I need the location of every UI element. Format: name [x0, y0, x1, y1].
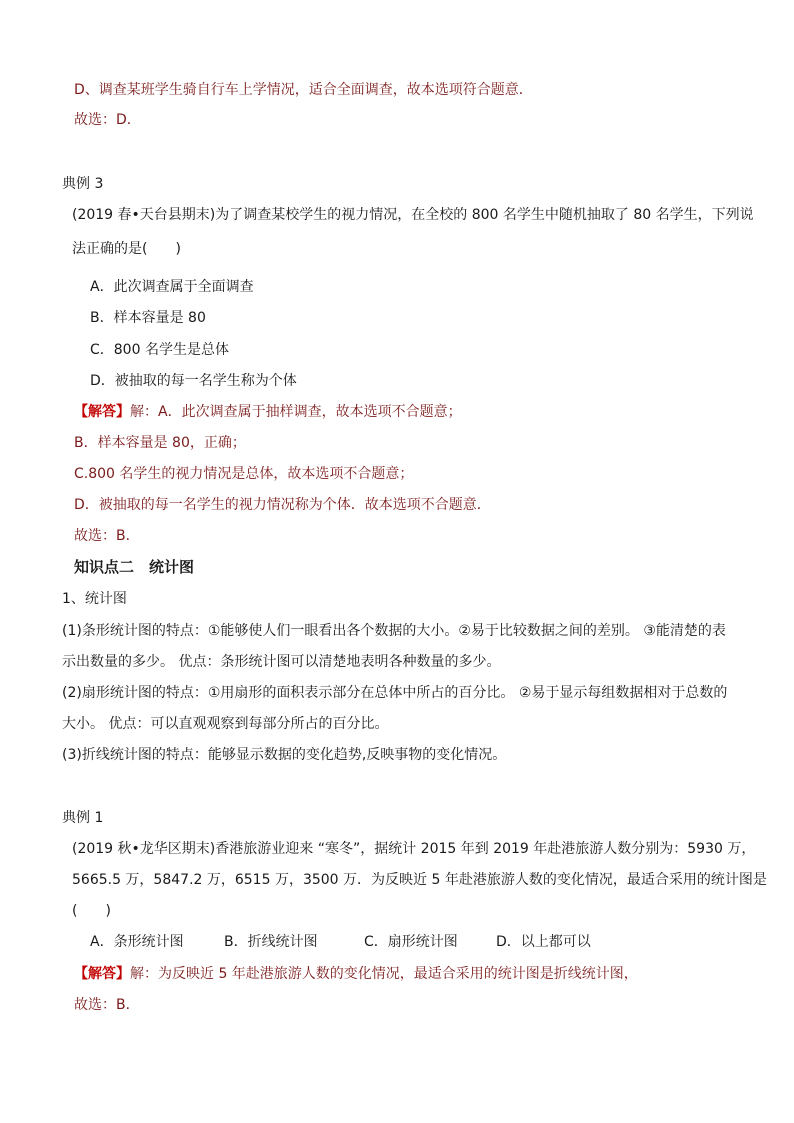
- solution-text: C.800 名学生的视力情况是总体，故本选项不合题意；: [74, 466, 414, 482]
- solution-text: 解：A．此次调查属于抽样调查，故本选项不合题意；: [130, 404, 462, 420]
- solution-text: B．样本容量是 80，正确；: [74, 435, 246, 451]
- answer-line: 故选：B．: [74, 997, 140, 1013]
- question-text: (2019 秋•龙华区期末)香港旅游业迎来 “寒冬”，据统计 2015 年到 2019 年赴港旅游人数分别为：5930 万，: [72, 841, 756, 857]
- option-d: D．被抽取的每一名学生称为个体: [90, 373, 297, 389]
- option-c: C．扇形统计图: [364, 934, 458, 950]
- example-heading: 典例 1: [62, 810, 104, 826]
- option-b: B．折线统计图: [224, 934, 318, 950]
- paragraph-text: (1)条形统计图的特点：①能够使人们一眼看出各个数据的大小。②易于比较数据之间的差别。 ③能清楚的表: [62, 623, 726, 639]
- option-d-explanation: D、调查某班学生骑自行车上学情况，适合全面调查，故本选项符合题意．: [74, 82, 533, 98]
- solution-tag: 【解答】: [74, 966, 130, 982]
- question-text: 5665.5 万，5847.2 万，6515 万，3500 万．为反映近 5 年赴港旅游人数的变化情况，最适合采用的统计图是: [72, 872, 767, 888]
- option-b: B．样本容量是 80: [90, 310, 206, 326]
- option-c: C．800 名学生是总体: [90, 342, 229, 358]
- question-text: ( ): [72, 903, 111, 919]
- solution-text: D．被抽取的每一名学生的视力情况称为个体．故本选项不合题意．: [74, 497, 491, 513]
- paragraph-text: (3)折线统计图的特点：能够显示数据的变化趋势,反映事物的变化情况。: [62, 747, 507, 763]
- option-d: D．以上都可以: [496, 934, 591, 950]
- solution-text: 解：为反映近 5 年赴港旅游人数的变化情况，最适合采用的统计图是折线统计图，: [130, 966, 638, 982]
- answer-line: 故选：B．: [74, 528, 140, 544]
- section-title: 知识点二 统计图: [74, 558, 195, 576]
- section-subtitle: 1、统计图: [62, 591, 127, 607]
- paragraph-text: 大小。 优点：可以直观观察到每部分所占的百分比。: [62, 716, 389, 732]
- option-a: A．此次调查属于全面调查: [90, 279, 254, 295]
- solution-tag: 【解答】: [74, 404, 130, 420]
- example-heading: 典例 3: [62, 176, 104, 192]
- question-text: (2019 春•天台县期末)为了调查某校学生的视力情况，在全校的 800 名学生中随机抽取了 80 名学生，下列说: [72, 207, 754, 223]
- solution-line: [74, 402, 462, 422]
- question-text: 法正确的是( ): [72, 241, 181, 257]
- solution-line: [74, 964, 638, 984]
- paragraph-text: 示出数量的多少。 优点：条形统计图可以清楚地表明各种数量的多少。: [62, 654, 501, 670]
- paragraph-text: (2)扇形统计图的特点：①用扇形的面积表示部分在总体中所占的百分比。 ②易于显示每组数据相对于总数的: [62, 685, 728, 701]
- option-a: A．条形统计图: [90, 934, 184, 950]
- answer-line: 故选：D．: [74, 112, 141, 128]
